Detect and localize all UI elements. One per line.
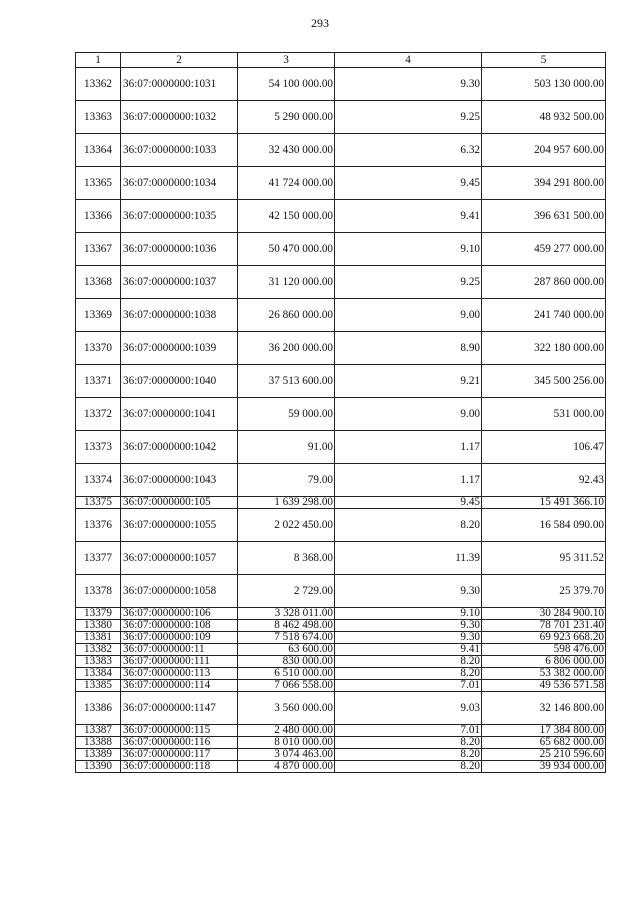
cadastral-number-cell: 36:07:0000000:1035 [121, 200, 238, 233]
value-cell: 2 480 000.00 [238, 725, 335, 737]
rate-cell: 8.20 [335, 761, 482, 773]
row-number-cell: 13366 [76, 200, 121, 233]
row-number-cell: 13382 [76, 644, 121, 656]
row-number-cell: 13383 [76, 656, 121, 668]
table-row [76, 761, 606, 773]
cadastral-number-cell: 36:07:0000000:1055 [121, 509, 238, 542]
value-cell: 79.00 [238, 464, 335, 497]
total-cell: 394 291 800.00 [482, 167, 606, 200]
total-cell: 39 934 000.00 [482, 761, 606, 773]
total-cell: 69 923 668.20 [482, 632, 606, 644]
rate-cell: 8.20 [335, 737, 482, 749]
cadastral-number-cell: 36:07:0000000:1057 [121, 542, 238, 575]
value-cell: 8 368.00 [238, 542, 335, 575]
value-cell: 2 729.00 [238, 575, 335, 608]
row-number-cell: 13390 [76, 761, 121, 773]
rate-cell: 11.39 [335, 542, 482, 575]
row-number-cell: 13375 [76, 497, 121, 509]
total-cell: 49 536 571.58 [482, 680, 606, 692]
cadastral-number-cell: 36:07:0000000:1031 [121, 68, 238, 101]
rate-cell: 9.25 [335, 101, 482, 134]
row-number-cell: 13388 [76, 737, 121, 749]
cadastral-number-cell: 36:07:0000000:1042 [121, 431, 238, 464]
table-row [76, 575, 606, 608]
total-cell: 204 957 600.00 [482, 134, 606, 167]
column-header-4: 4 [335, 53, 482, 68]
rate-cell: 8.20 [335, 656, 482, 668]
row-number-cell: 13376 [76, 509, 121, 542]
table-row [76, 497, 606, 509]
cadastral-number-cell: 36:07:0000000:106 [121, 608, 238, 620]
total-cell: 30 284 900.10 [482, 608, 606, 620]
table-row [76, 299, 606, 332]
table-row [76, 200, 606, 233]
rate-cell: 8.20 [335, 509, 482, 542]
value-cell: 59 000.00 [238, 398, 335, 431]
row-number-cell: 13377 [76, 542, 121, 575]
table-row [76, 737, 606, 749]
value-cell: 36 200 000.00 [238, 332, 335, 365]
row-number-cell: 13380 [76, 620, 121, 632]
table-row [76, 656, 606, 668]
table-header-row [76, 53, 606, 68]
total-cell: 287 860 000.00 [482, 266, 606, 299]
total-cell: 65 682 000.00 [482, 737, 606, 749]
row-number-cell: 13367 [76, 233, 121, 266]
total-cell: 531 000.00 [482, 398, 606, 431]
total-cell: 25 210 596.60 [482, 749, 606, 761]
cadastral-number-cell: 36:07:0000000:1039 [121, 332, 238, 365]
column-header-1: 1 [76, 53, 121, 68]
row-number-cell: 13381 [76, 632, 121, 644]
cadastral-number-cell: 36:07:0000000:113 [121, 668, 238, 680]
value-cell: 3 560 000.00 [238, 692, 335, 725]
row-number-cell: 13386 [76, 692, 121, 725]
rate-cell: 7.01 [335, 680, 482, 692]
cadastral-number-cell: 36:07:0000000:117 [121, 749, 238, 761]
value-cell: 42 150 000.00 [238, 200, 335, 233]
rate-cell: 9.30 [335, 575, 482, 608]
cadastral-number-cell: 36:07:0000000:1058 [121, 575, 238, 608]
table-row [76, 68, 606, 101]
column-header-5: 5 [482, 53, 606, 68]
table-row [76, 509, 606, 542]
table-body [76, 68, 606, 773]
value-cell: 3 074 463.00 [238, 749, 335, 761]
total-cell: 53 382 000.00 [482, 668, 606, 680]
value-cell: 6 510 000.00 [238, 668, 335, 680]
row-number-cell: 13389 [76, 749, 121, 761]
rate-cell: 9.45 [335, 167, 482, 200]
rate-cell: 1.17 [335, 464, 482, 497]
table-row [76, 692, 606, 725]
column-header-3: 3 [238, 53, 335, 68]
rate-cell: 9.10 [335, 233, 482, 266]
cadastral-number-cell: 36:07:0000000:105 [121, 497, 238, 509]
rate-cell: 9.30 [335, 68, 482, 101]
total-cell: 25 379.70 [482, 575, 606, 608]
cadastral-number-cell: 36:07:0000000:111 [121, 656, 238, 668]
total-cell: 106.47 [482, 431, 606, 464]
row-number-cell: 13371 [76, 365, 121, 398]
row-number-cell: 13364 [76, 134, 121, 167]
total-cell: 345 500 256.00 [482, 365, 606, 398]
table-row [76, 542, 606, 575]
table-row [76, 632, 606, 644]
total-cell: 92.43 [482, 464, 606, 497]
cadastral-number-cell: 36:07:0000000:118 [121, 761, 238, 773]
rate-cell: 8.20 [335, 749, 482, 761]
row-number-cell: 13362 [76, 68, 121, 101]
value-cell: 63 600.00 [238, 644, 335, 656]
rate-cell: 9.25 [335, 266, 482, 299]
rate-cell: 7.01 [335, 725, 482, 737]
cadastral-number-cell: 36:07:0000000:115 [121, 725, 238, 737]
table-row [76, 608, 606, 620]
table-row [76, 680, 606, 692]
cadastral-number-cell: 36:07:0000000:1033 [121, 134, 238, 167]
cadastral-number-cell: 36:07:0000000:1038 [121, 299, 238, 332]
total-cell: 459 277 000.00 [482, 233, 606, 266]
value-cell: 91.00 [238, 431, 335, 464]
rate-cell: 9.30 [335, 632, 482, 644]
table-row [76, 620, 606, 632]
value-cell: 7 066 558.00 [238, 680, 335, 692]
value-cell: 7 518 674.00 [238, 632, 335, 644]
total-cell: 78 701 231.40 [482, 620, 606, 632]
row-number-cell: 13370 [76, 332, 121, 365]
total-cell: 396 631 500.00 [482, 200, 606, 233]
cadastral-number-cell: 36:07:0000000:109 [121, 632, 238, 644]
total-cell: 6 806 000.00 [482, 656, 606, 668]
page-number: 293 [311, 16, 329, 30]
row-number-cell: 13374 [76, 464, 121, 497]
value-cell: 37 513 600.00 [238, 365, 335, 398]
value-cell: 32 430 000.00 [238, 134, 335, 167]
table-row [76, 101, 606, 134]
row-number-cell: 13372 [76, 398, 121, 431]
value-cell: 41 724 000.00 [238, 167, 335, 200]
table-row [76, 398, 606, 431]
total-cell: 503 130 000.00 [482, 68, 606, 101]
rate-cell: 9.21 [335, 365, 482, 398]
row-number-cell: 13384 [76, 668, 121, 680]
row-number-cell: 13373 [76, 431, 121, 464]
table-row [76, 233, 606, 266]
cadastral-number-cell: 36:07:0000000:114 [121, 680, 238, 692]
cadastral-table [75, 52, 606, 773]
total-cell: 48 932 500.00 [482, 101, 606, 134]
value-cell: 1 639 298.00 [238, 497, 335, 509]
table-row [76, 332, 606, 365]
table-row [76, 725, 606, 737]
table-row [76, 365, 606, 398]
rate-cell: 9.03 [335, 692, 482, 725]
value-cell: 54 100 000.00 [238, 68, 335, 101]
row-number-cell: 13368 [76, 266, 121, 299]
total-cell: 598 476.00 [482, 644, 606, 656]
cadastral-number-cell: 36:07:0000000:1040 [121, 365, 238, 398]
column-header-2: 2 [121, 53, 238, 68]
table-row [76, 644, 606, 656]
value-cell: 31 120 000.00 [238, 266, 335, 299]
row-number-cell: 13365 [76, 167, 121, 200]
cadastral-number-cell: 36:07:0000000:1043 [121, 464, 238, 497]
total-cell: 16 584 090.00 [482, 509, 606, 542]
rate-cell: 9.41 [335, 644, 482, 656]
value-cell: 8 462 498.00 [238, 620, 335, 632]
total-cell: 322 180 000.00 [482, 332, 606, 365]
cadastral-number-cell: 36:07:0000000:1147 [121, 692, 238, 725]
total-cell: 95 311.52 [482, 542, 606, 575]
value-cell: 50 470 000.00 [238, 233, 335, 266]
rate-cell: 9.45 [335, 497, 482, 509]
table-row [76, 464, 606, 497]
rate-cell: 1.17 [335, 431, 482, 464]
total-cell: 241 740 000.00 [482, 299, 606, 332]
row-number-cell: 13369 [76, 299, 121, 332]
cadastral-number-cell: 36:07:0000000:1032 [121, 101, 238, 134]
row-number-cell: 13363 [76, 101, 121, 134]
cadastral-number-cell: 36:07:0000000:11 [121, 644, 238, 656]
cadastral-number-cell: 36:07:0000000:116 [121, 737, 238, 749]
table-row [76, 266, 606, 299]
rate-cell: 8.20 [335, 668, 482, 680]
rate-cell: 9.10 [335, 608, 482, 620]
row-number-cell: 13378 [76, 575, 121, 608]
cadastral-number-cell: 36:07:0000000:1037 [121, 266, 238, 299]
cadastral-number-cell: 36:07:0000000:1034 [121, 167, 238, 200]
cadastral-number-cell: 36:07:0000000:1036 [121, 233, 238, 266]
table-row [76, 668, 606, 680]
row-number-cell: 13385 [76, 680, 121, 692]
value-cell: 830 000.00 [238, 656, 335, 668]
value-cell: 5 290 000.00 [238, 101, 335, 134]
rate-cell: 9.30 [335, 620, 482, 632]
cadastral-number-cell: 36:07:0000000:1041 [121, 398, 238, 431]
total-cell: 15 491 366.10 [482, 497, 606, 509]
table-row [76, 134, 606, 167]
rate-cell: 9.00 [335, 299, 482, 332]
value-cell: 8 010 000.00 [238, 737, 335, 749]
total-cell: 32 146 800.00 [482, 692, 606, 725]
table-row [76, 749, 606, 761]
value-cell: 4 870 000.00 [238, 761, 335, 773]
table-row [76, 167, 606, 200]
cadastral-number-cell: 36:07:0000000:108 [121, 620, 238, 632]
rate-cell: 6.32 [335, 134, 482, 167]
table-row [76, 431, 606, 464]
row-number-cell: 13379 [76, 608, 121, 620]
value-cell: 26 860 000.00 [238, 299, 335, 332]
value-cell: 3 328 011.00 [238, 608, 335, 620]
rate-cell: 9.41 [335, 200, 482, 233]
row-number-cell: 13387 [76, 725, 121, 737]
rate-cell: 8.90 [335, 332, 482, 365]
total-cell: 17 384 800.00 [482, 725, 606, 737]
value-cell: 2 022 450.00 [238, 509, 335, 542]
rate-cell: 9.00 [335, 398, 482, 431]
